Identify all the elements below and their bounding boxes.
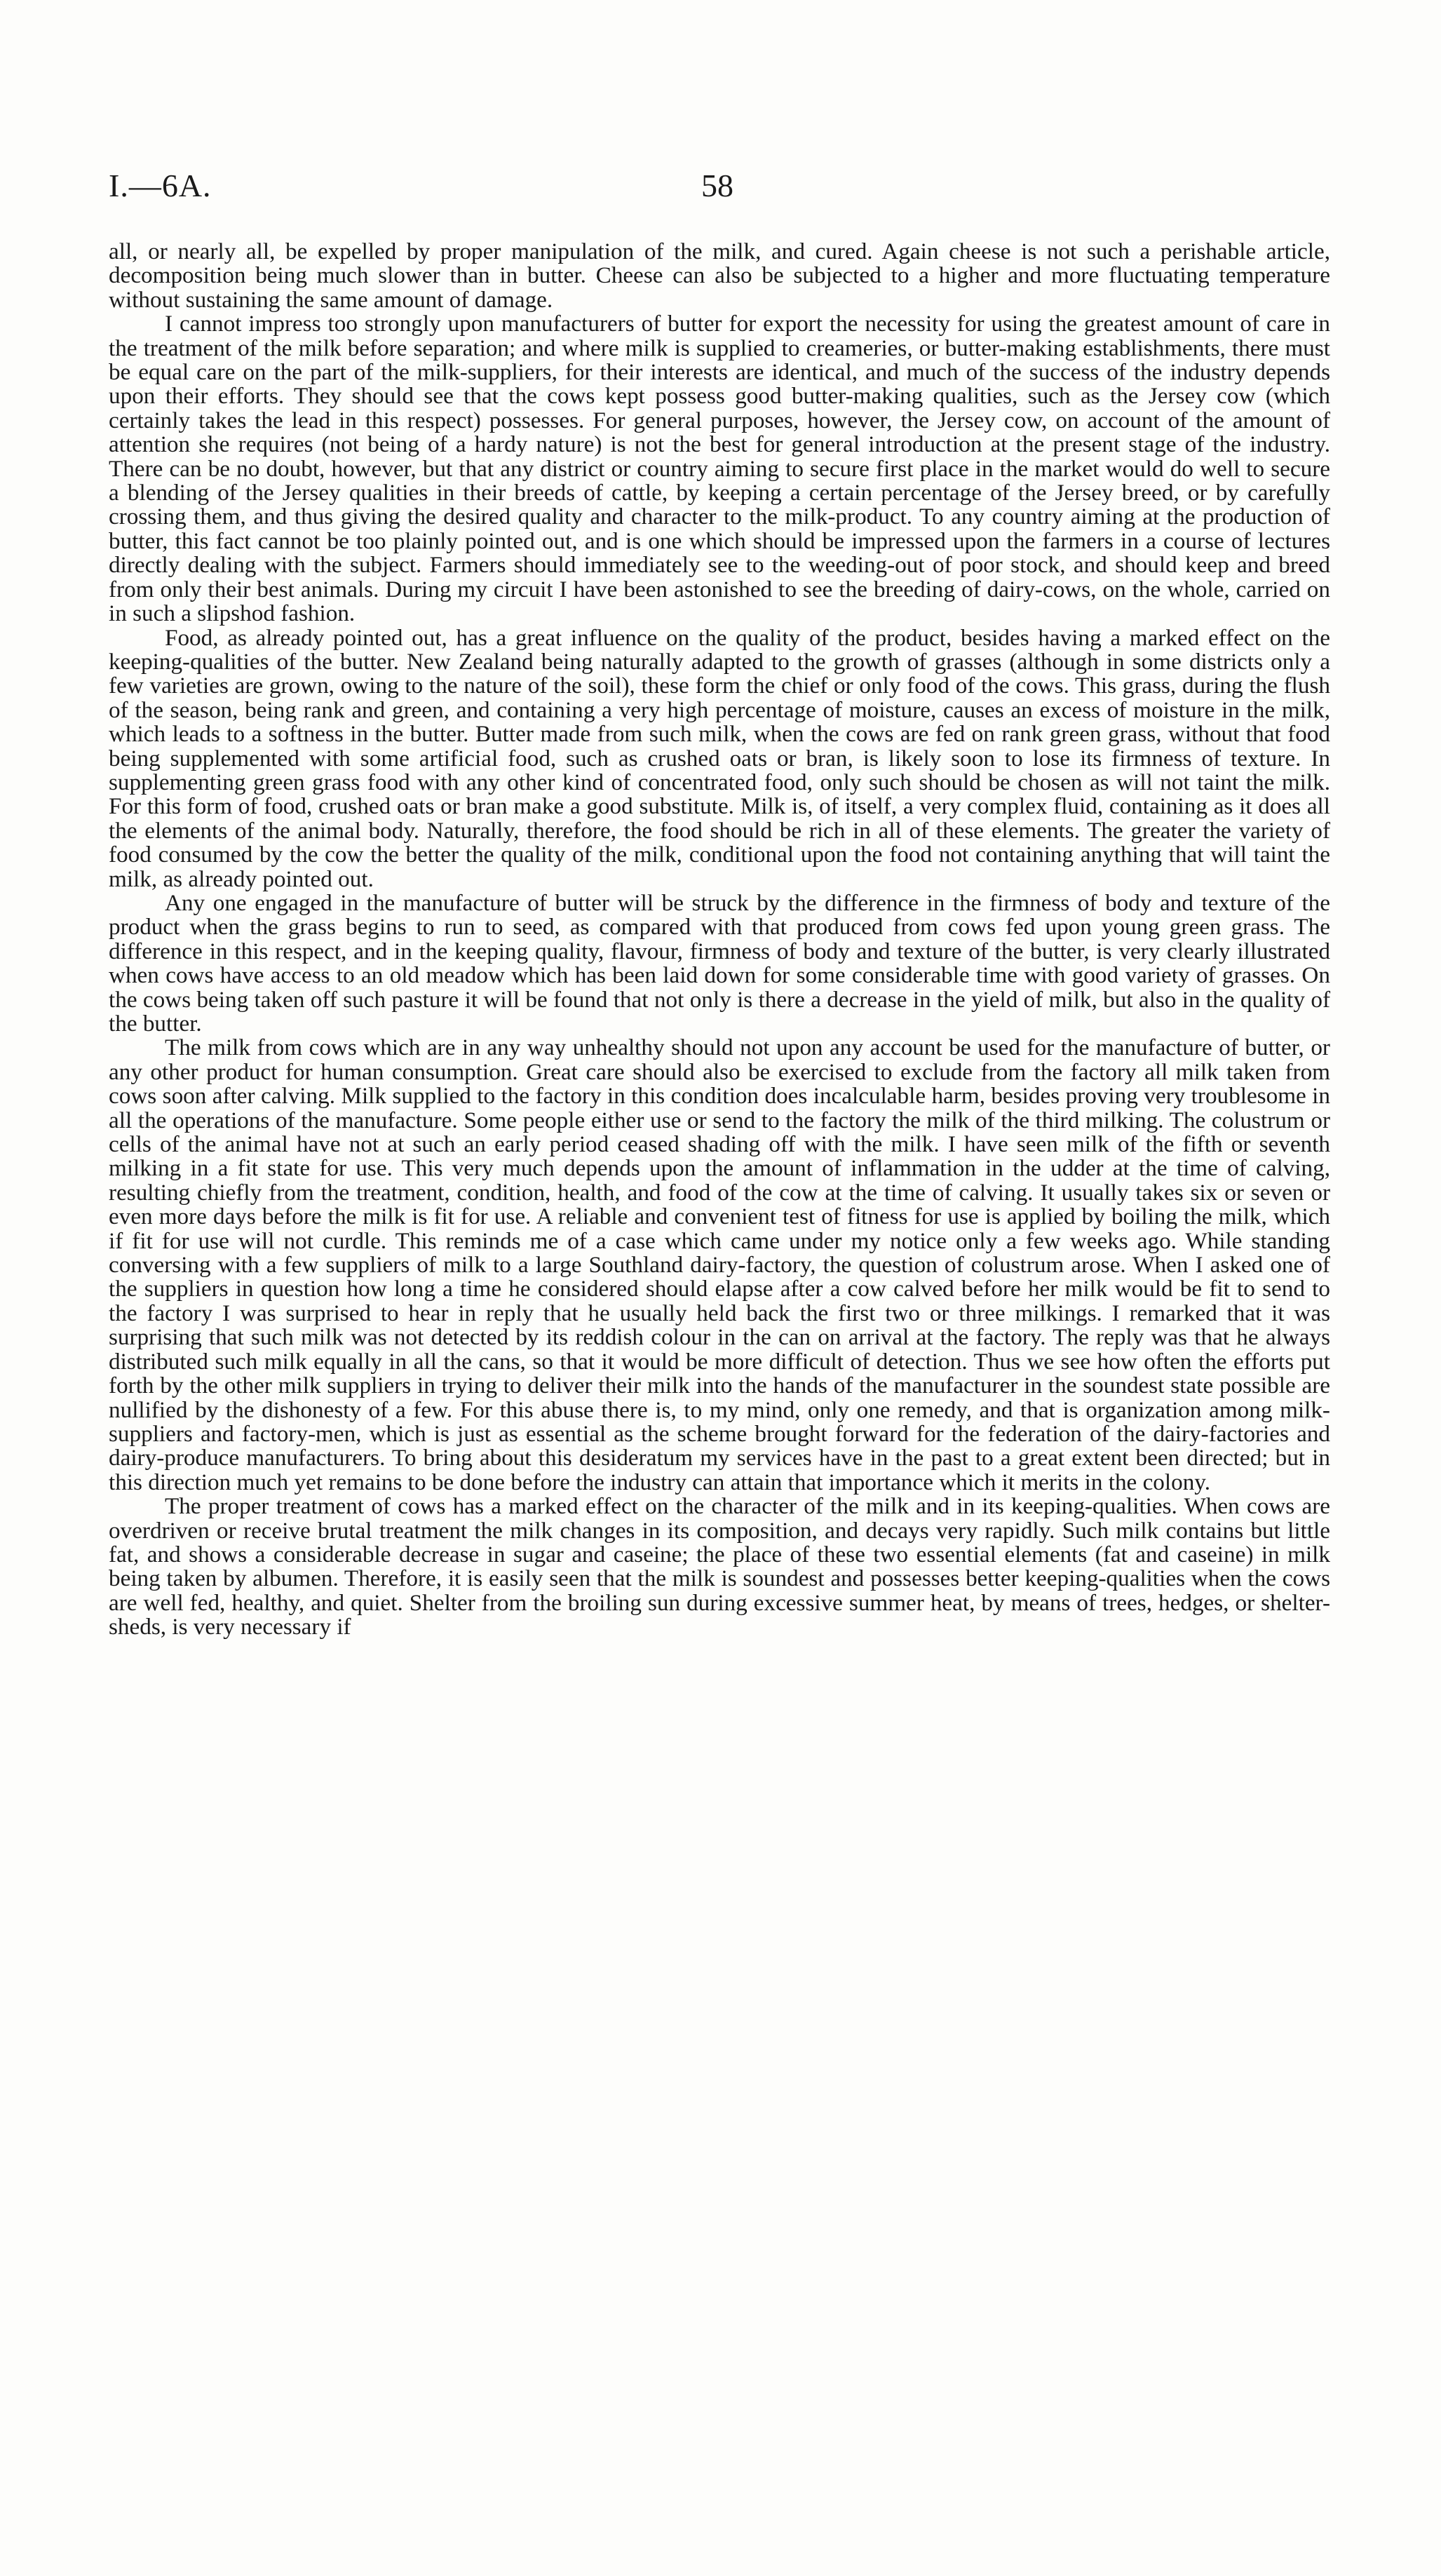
page-header <box>109 167 1329 209</box>
body-text <box>109 240 1330 1640</box>
page-number: 58 <box>701 168 733 203</box>
paragraph-grass-seed: Any one engaged in the manufacture of butter will be struck by the difference in the firmness of body and texture of the product when the grass begins to run to seed, as compared with that produced from cows fed upon young green grass. The difference in this respect, and in the keeping quality, flavour, firmness of body and texture of the butter, is very clearly illustrated when cows have access to an old meadow which has been laid down for some considerable time with good variety of grasses. On the cows being taken off such pasture it will be found that not only is there a decrease in the yield of milk, but also in the quality of the butter. <box>109 889 1330 1037</box>
document-reference: I.—6A. <box>109 168 212 203</box>
paragraph-treatment-of-cows: The proper treatment of cows has a marked effect on the character of the milk and in its keeping-qualities. When cows are overdriven or receive brutal treatment the milk changes in its composition, and decays very rapidly. Such milk contains but little fat, and shows a considerable decrease in sugar and caseine; the place of these two essential elements (fat and caseine) in milk being taken by albumen. Therefore, it is easily seen that the milk is soundest and possesses better keeping-qualities when the cows are well fed, healthy, and quiet. Shelter from the broiling sun during excessive summer heat, by means of trees, hedges, or shelter-sheds, is very necessary if <box>109 1493 1330 1640</box>
paragraph-unhealthy-milk: The milk from cows which are in any way unhealthy should not upon any account be used for the manufacture of butter, or any other product for human consumption. Great care should also be exercised to exclude from the factory all milk taken from cows soon after calving. Milk supplied to the factory in this condition does incalculable harm, besides proving very troublesome in all the operations of the manufacture. Some people either use or send to the factory the milk of the third milking. The colustrum or cells of the animal have not at such an early period ceased shading off with the milk. I have seen milk of the fifth or seventh milking in a fit state for use. This very much depends upon the amount of inflammation in the udder at the time of calving, resulting chiefly from the treatment, condition, health, and food of the cow at the time of calving. It usually takes six or seven or even more days before the milk is fit for use. A reliable and convenient test of fitness for use is applied by boiling the milk, which if fit for use will not curdle. This reminds me of a case which came under my notice only a few weeks ago. While standing conversing with a few suppliers of milk to a large Southland dairy-factory, the question of colustrum arose. When I asked one of the suppliers in question how long a time he considered should elapse after a cow calved before her milk would be fit to send to the factory I was surprised to hear in reply that he usually held back the first two or three milkings. I remarked that it was surprising that such milk was not detected by its reddish colour in the can on arrival at the factory. The reply was that he always distributed such milk equally in all the cans, so that it would be more difficult of detection. Thus we see how often the efforts put forth by the other milk suppliers in trying to deliver their milk into the hands of the manufacturer in the soundest state possible are nullified by the dishonesty of a few. For this abuse there is, to my mind, only one remedy, and that is organization among milk-suppliers and factory-men, which is just as essential as the scheme brought forward for the federation of the dairy-factories and dairy-produce manufacturers. To bring about this desideratum my services have in the past to a great extent been directed; but in this direction much yet remains to be done before the industry can attain that importance which it merits in the colony. <box>109 1034 1330 1495</box>
paragraph-continuation: all, or nearly all, be expelled by proper manipulation of the milk, and cured. Again cheese is not such a perishable article, decomposition being much slower than in butter. Cheese can also be subjected to a higher and more fluctuating temperature without sustaining the same amount of damage. <box>109 238 1330 313</box>
paragraph-food: Food, as already pointed out, has a great influence on the quality of the product, besides having a marked effect on the keeping-qualities of the butter. New Zealand being naturally adapted to the growth of grasses (although in some districts only a few varieties are grown, owing to the nature of the soil), these form the chief or only food of the cows. This grass, during the flush of the season, being rank and green, and containing a very high percentage of moisture, causes an excess of moisture in the milk, which leads to a softness in the butter. Butter made from such milk, when the cows are fed on rank green grass, without that food being supplemented with some artificial food, such as crushed oats or bran, is likely soon to lose its firmness of texture. In supplementing green grass food with any other kind of concentrated food, only such should be chosen as will not taint the milk. For this form of food, crushed oats or bran make a good substitute. Milk is, of itself, a very complex fluid, containing as it does all the elements of the animal body. Naturally, therefore, the food should be rich in all of these elements. The greater the variety of food consumed by the cow the better the quality of the milk, conditional upon the food not containing anything that will taint the milk, as already pointed out. <box>109 624 1330 892</box>
paragraph-jersey-cows: I cannot impress too strongly upon manufacturers of butter for export the necessity for using the greatest amount of care in the treatment of the milk before separation; and where milk is supplied to creameries, or butter-making establishments, there must be equal care on the part of the milk-suppliers, for their interests are identical, and much of the success of the industry depends upon their efforts. They should see that the cows kept possess good butter-making qualities, such as the Jersey cow (which certainly takes the lead in this respect) possesses. For general purposes, however, the Jersey cow, on account of the amount of attention she requires (not being of a hardy nature) is not the best for general introduction at the present stage of the industry. There can be no doubt, however, but that any district or country aiming to secure first place in the market would do well to secure a blending of the Jersey qualities in their breeds of cattle, by keeping a certain percentage of the Jersey breed, or by carefully crossing them, and thus giving the desired quality and character to the milk-product. To any country aiming at the production of butter, this fact cannot be too plainly pointed out, and is one which should be impressed upon the farmers in a course of lectures directly dealing with the subject. Farmers should immediately see to the weeding-out of poor stock, and should keep and breed from only their best animals. During my circuit I have been astonished to see the breeding of dairy-cows, on the whole, carried on in such a slipshod fashion. <box>109 311 1330 627</box>
